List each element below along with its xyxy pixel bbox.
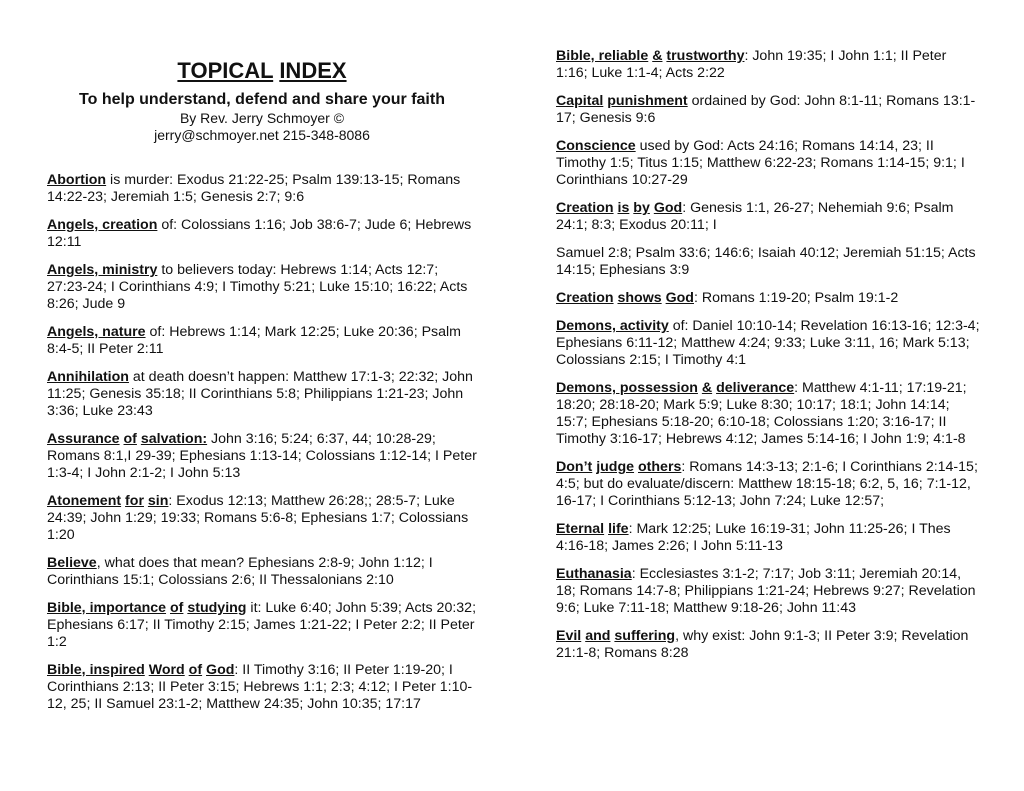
- topic-keyword: others: [638, 459, 682, 475]
- topic-keyword: judge: [596, 459, 635, 475]
- topic-keyword: Assurance: [47, 431, 120, 447]
- reference-text: ordained by God: John 8:1-11; Romans 13:1-17; Genesis 9:6: [556, 93, 976, 126]
- topic-keyword: Annihilation: [47, 369, 129, 385]
- reference-text: : Matthew 4:1-11; 17:19-21; 18:20; 28:18-20; Mark 5:9; Luke 8:30; 10:17; 18:1; John 14:14; 15:7; Ephesians 5:18-20; 6:10-18; Colossians 1:20; 3:16-17; II Timothy 3:16-17; Hebrews 4:12; James 5:14-16; I John 1:9; 4:1-8: [556, 380, 967, 447]
- index-entry: [556, 521, 981, 555]
- reference-text: of: Daniel 10:10-14; Revelation 16:13-16; 12:3-4; Ephesians 6:11-12; Matthew 4:24; 9:33; Luke 3:11, 16; Mark 5:13; Colossians 2:15; I Timothy 4:1: [556, 318, 980, 368]
- index-entry: [556, 48, 981, 82]
- index-entry: [556, 318, 981, 369]
- topic-keyword: Eternal: [556, 521, 605, 537]
- topic-keyword: by: [633, 200, 650, 216]
- index-entry: [556, 138, 981, 189]
- index-entry: [556, 380, 981, 448]
- topic-keyword: trustworthy: [666, 48, 745, 64]
- topic-keyword: Abortion: [47, 172, 107, 188]
- reference-text: : Exodus 12:13; Matthew 26:28;; 28:5-7; Luke 24:39; John 1:29; 19:33; Romans 5:6-8; Ephesians 1:7; Colossians 1:20: [47, 493, 469, 543]
- reference-text: of: Colossians 1:16; Job 38:6-7; Jude 6; Hebrews 12:11: [47, 217, 472, 250]
- reference-text: John 3:16; 5:24; 6:37, 44; 10:28-29; Romans 8:1,I 29-39; Ephesians 1:13-14; Colossians 1:12-14; I Peter 1:3-4; I John 2:1-2; I John 5:13: [47, 431, 477, 481]
- topic-keyword: God: [665, 290, 694, 306]
- reference-text: Samuel 2:8; Psalm 33:6; 146:6; Isaiah 40:12; Jeremiah 51:15; Acts 14:15; Ephesians 3:9: [556, 245, 976, 278]
- topic-keyword: Angels, nature: [47, 324, 146, 340]
- index-entry: [47, 431, 477, 482]
- topic-keyword: is: [617, 200, 630, 216]
- reference-text: : Mark 12:25; Luke 16:19-31; John 11:25-26; I Thes 4:16-18; James 2:26; I John 5:11-13: [556, 521, 951, 554]
- reference-text: to believers today: Hebrews 1:14; Acts 12:7; 27:23-24; I Corinthians 4:9; I Timothy 5:21; Luke 15:10; 16:22; Acts 8:26; Jude 9: [47, 262, 468, 312]
- index-entry: [556, 566, 981, 617]
- reference-text: it: Luke 6:40; John 5:39; Acts 20:32; Ephesians 6:17; II Timothy 2:15; James 1:21-22; I Peter 2:2; II Peter 1:2: [47, 600, 477, 650]
- topic-keyword: Demons, possession: [556, 380, 698, 396]
- topic-keyword: Atonement: [47, 493, 122, 509]
- topic-keyword: Euthanasia: [556, 566, 632, 582]
- topic-keyword: &: [701, 380, 713, 396]
- reference-text: : Romans 14:3-13; 2:1-6; I Corinthians 2:14-15; 4:5; but do evaluate/discern: Matthew 18:15-18; 6:2, 5, 16; 7:1-12, 16-17; I Corinthians 5:12-13; John 7:24; Luke 12:57;: [556, 459, 978, 509]
- index-entry: [47, 217, 477, 251]
- topic-keyword: sin: [147, 493, 169, 509]
- topic-keyword: Bible, importance: [47, 600, 167, 616]
- topic-keyword: of: [123, 431, 137, 447]
- topic-keyword: Bible, inspired: [47, 662, 145, 678]
- topic-keyword: Capital: [556, 93, 604, 109]
- author-line: By Rev. Jerry Schmoyer ©: [179, 110, 345, 126]
- topic-keyword: Angels, ministry: [47, 262, 158, 278]
- topic-keyword: studying: [187, 600, 247, 616]
- index-entry: [47, 600, 477, 651]
- index-entry: [47, 324, 477, 358]
- index-entry: [556, 93, 981, 127]
- topic-keyword: Evil: [556, 628, 582, 644]
- topic-keyword: suffering: [614, 628, 676, 644]
- topic-keyword: Believe: [47, 555, 97, 571]
- topic-keyword: Word: [148, 662, 185, 678]
- index-entry: [556, 628, 981, 662]
- reference-text: used by God: Acts 24:16; Romans 14:14, 23; II Timothy 1:5; Titus 1:15; Matthew 6:22-23; Romans 1:14-15; 9:1; I Corinthians 10:27-29: [556, 138, 965, 188]
- topic-keyword: deliverance: [716, 380, 795, 396]
- reference-text: : Genesis 1:1, 26-27; Nehemiah 9:6; Psalm 24:1; 8:3; Exodus 20:11; I: [556, 200, 954, 233]
- reference-text: : Romans 1:19-20; Psalm 19:1-2: [693, 290, 899, 306]
- index-entry: [47, 555, 477, 589]
- topic-keyword: and: [585, 628, 611, 644]
- topic-keyword: God: [206, 662, 235, 678]
- title-word-index: INDEX: [279, 58, 347, 83]
- reference-text: is murder: Exodus 21:22-25; Psalm 139:13-15; Romans 14:22-23; Jeremiah 1:5; Genesis 2:7; 9:6: [47, 172, 461, 205]
- reference-text: : John 19:35; I John 1:1; II Peter 1:16; Luke 1:1-4; Acts 2:22: [556, 48, 947, 81]
- index-entry: [556, 245, 981, 279]
- topic-keyword: Bible, reliable: [556, 48, 649, 64]
- index-entry: [556, 290, 981, 307]
- left-column: [47, 0, 477, 724]
- page-title: [47, 58, 477, 84]
- topic-keyword: Don’t: [556, 459, 593, 475]
- index-entry: [47, 662, 477, 713]
- topic-keyword: punishment: [607, 93, 688, 109]
- reference-text: : II Timothy 3:16; II Peter 1:19-20; I Corinthians 2:13; II Peter 3:15; Hebrews 1:1; 2:3; 4:12; I Peter 1:10-12, 25; II Samuel 23:1-2; Matthew 24:35; John 10:35; 17:17: [47, 662, 473, 712]
- reference-text: , why exist: John 9:1-3; II Peter 3:9; Revelation 21:1-8; Romans 8:28: [556, 628, 969, 661]
- page-subtitle: To help understand, defend and share your faith: [79, 91, 445, 108]
- topic-keyword: shows: [617, 290, 662, 306]
- left-entry-list: [47, 172, 477, 713]
- topic-keyword: Angels, creation: [47, 217, 158, 233]
- topic-keyword: Demons, activity: [556, 318, 669, 334]
- topic-keyword: salvation:: [140, 431, 208, 447]
- topic-keyword: life: [608, 521, 629, 537]
- reference-text: of: Hebrews 1:14; Mark 12:25; Luke 20:36; Psalm 8:4-5; II Peter 2:11: [47, 324, 461, 357]
- contact-line: jerry@schmoyer.net 215-348-8086: [154, 127, 370, 143]
- reference-text: , what does that mean? Ephesians 2:8-9; John 1:12; I Corinthians 15:1; Colossians 2:6; II Thessalonians 2:10: [47, 555, 433, 588]
- page-header: [47, 58, 477, 144]
- index-entry: [556, 200, 981, 234]
- topic-keyword: for: [125, 493, 144, 509]
- topic-keyword: Creation: [556, 290, 614, 306]
- title-word-topical: TOPICAL: [177, 58, 274, 83]
- topic-keyword: of: [188, 662, 203, 678]
- topic-keyword: &: [652, 48, 663, 64]
- reference-text: : Ecclesiastes 3:1-2; 7:17; Job 3:11; Jeremiah 20:14, 18; Romans 14:7-8; Philippians 1:21-24; Hebrews 9:27; Revelation 9:6; Luke 7:11-18; Matthew 9:18-26; John 11:43: [556, 566, 976, 616]
- index-entry: [47, 262, 477, 313]
- right-entry-list: [556, 48, 981, 673]
- index-entry: [47, 172, 477, 206]
- reference-text: at death doesn’t happen: Matthew 17:1-3; 22:32; John 11:25; Genesis 35:18; II Corinthians 5:8; Philippians 1:21-23; John 3:36; Luke 23:43: [47, 369, 473, 419]
- index-entry: [556, 459, 981, 510]
- topic-keyword: Conscience: [556, 138, 636, 154]
- topic-keyword: God: [653, 200, 683, 216]
- topic-keyword: of: [170, 600, 184, 616]
- index-entry: [47, 369, 477, 420]
- topic-keyword: Creation: [556, 200, 614, 216]
- index-entry: [47, 493, 477, 544]
